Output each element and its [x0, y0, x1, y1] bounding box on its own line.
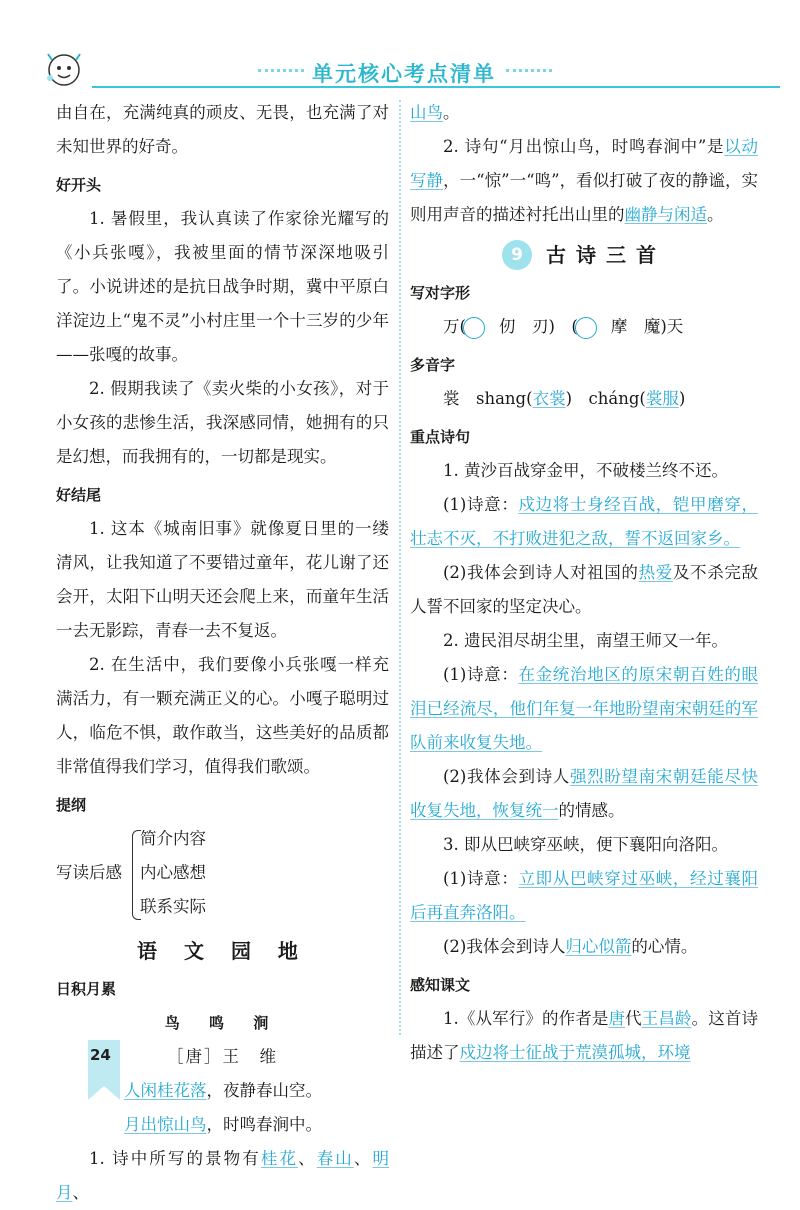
kn-answer-2: 王昌龄 — [641, 1009, 692, 1028]
poem-question-2 — [410, 130, 758, 232]
polyphone-line — [410, 382, 758, 416]
good-start-heading: 好开头 — [56, 176, 102, 194]
kn-mid2: 。这首诗描述了 — [410, 1009, 758, 1062]
good-end-p2: 2. 在生活中，我们要像小兵张嘎一样充满活力，有一颗充满正义的心。小嘎子聪明过人，临危不惧，敢作敢当，这些美好的品质都非常值得我们学习，值得我们歌颂。 — [56, 655, 389, 776]
good-start-p2: 2. 假期我读了《卖火柴的小女孩》，对于小女孩的悲惨生活，我深感同情，她拥有的只是幻想，而我拥有的，一切都是现实。 — [56, 379, 389, 466]
header-title: 单元核心考点清单 — [312, 62, 496, 86]
know-text-heading: 感知课文 — [410, 976, 471, 994]
write-line — [410, 310, 758, 344]
k2b-answer: 强烈盼望南宋朝廷能尽快收复失地，恢复统一 — [410, 767, 759, 820]
header-mascot-icon — [42, 48, 86, 92]
q1-answer-2: 春山 — [316, 1149, 354, 1168]
write-correct-2 — [578, 310, 628, 344]
write-char-1: 仞 — [498, 317, 516, 336]
k1a-pre: (1)诗意： — [443, 495, 519, 514]
write-char-4: 魔)天 — [627, 317, 684, 336]
page-number: 24 — [90, 1046, 111, 1064]
poly-p2: ) cháng( — [565, 389, 646, 408]
q2-answer-2: 幽静与闲适 — [624, 205, 707, 224]
continuation-answer: 山鸟 — [410, 103, 443, 122]
good-end-p1: 1. 这本《城南旧事》就像夏日里的一缕清风，让我知道了不要错过童年，花儿谢了还会开，太阳下山明天还会爬上来，而童年生活一去无影踪，青春一去不复返。 — [56, 519, 389, 640]
poem-line-2-rest: ，时鸣春涧中。 — [206, 1115, 322, 1134]
garden-title: 语 文 园 地 — [137, 939, 308, 963]
k2a-answer: 在金统治地区的原宋朝百姓的眼泪已经流尽，他们年复一年地盼望南宋朝廷的军队前来收复失地。 — [410, 665, 759, 752]
header-dots-left — [258, 69, 304, 72]
write-correct-1 — [466, 310, 516, 344]
poly-p1: shang( — [476, 389, 533, 408]
outline-item: 联系实际 — [140, 897, 206, 916]
poly-answer-2: 裳服 — [645, 389, 679, 408]
q1-answer-1: 桂花 — [260, 1149, 299, 1168]
key-line-3-feeling — [410, 930, 758, 964]
kn-answer-3: 戍边将士征战于荒漠孤城，环境 — [459, 1043, 691, 1062]
k3b-post: 的心情。 — [631, 937, 698, 956]
poly-p3: ) — [678, 389, 686, 408]
q2-end: 。 — [707, 205, 724, 224]
key-line-1-feeling — [410, 556, 758, 624]
daily-heading: 日积月累 — [56, 980, 117, 998]
poly-answer-1: 衣裳 — [532, 389, 566, 408]
q1-sep-1: 、 — [298, 1149, 317, 1168]
key-line-2: 2. 遗民泪尽胡尘里，南望王师又一年。 — [443, 631, 728, 650]
intro-paragraph: 由自在，充满纯真的顽皮、无畏，也充满了对未知世界的好奇。 — [56, 103, 389, 156]
poem-question-1 — [56, 1142, 389, 1210]
good-start-p1: 1. 暑假里，我认真读了作家徐光耀写的《小兵张嘎》，我被里面的情节深深地吸引了。小说讲述的是抗日战争时期，冀中平原白洋淀边上“鬼不灵”小村庄里一个十三岁的少年——张嘎的故事。 — [56, 209, 389, 364]
answer-circle-icon — [463, 317, 485, 339]
polyphone-heading: 多音字 — [410, 356, 456, 374]
k1b-post: 及不杀完敌人誓不回家的坚定决心。 — [410, 563, 759, 616]
k1a-answer: 戍边将士身经百战，铠甲磨穿，壮志不灭，不打败进犯之敌，誓不返回家乡。 — [410, 495, 759, 548]
key-lines-heading: 重点诗句 — [410, 428, 471, 446]
write-char-2: 刃) ( — [515, 317, 578, 336]
kn-mid: 代 — [625, 1009, 642, 1028]
right-column — [410, 96, 758, 1070]
continuation — [410, 96, 758, 130]
know-text-p1 — [410, 1002, 758, 1070]
k1b-answer: 热爱 — [638, 563, 673, 582]
q1-text: 1. 诗中所写的景物有 — [89, 1149, 261, 1168]
key-line-2-meaning — [410, 658, 758, 760]
write-heading: 写对字形 — [410, 284, 471, 302]
outline-heading: 提纲 — [56, 796, 87, 814]
outline-item: 内心感想 — [140, 863, 206, 882]
outline-diagram — [56, 822, 389, 926]
lesson-title: 古诗三首 — [546, 243, 666, 267]
q1-sep-2: 、 — [353, 1149, 373, 1168]
continuation-end: 。 — [443, 103, 460, 122]
header-dots-right — [506, 69, 552, 72]
poem-line-1-answer: 人闲桂花落 — [124, 1081, 207, 1100]
k3b-pre: (2)我体会到诗人 — [443, 937, 566, 956]
key-line-1-meaning — [410, 488, 758, 556]
q2-answer-1: 以动写静 — [410, 137, 759, 190]
outline-root: 写读后感 — [56, 863, 122, 882]
outline-item: 简介内容 — [140, 829, 206, 848]
poly-char: 裳 — [443, 389, 460, 408]
q1-answer-3: 明月 — [56, 1149, 390, 1202]
k3a-pre: (1)诗意： — [443, 869, 519, 888]
key-line-3: 3. 即从巴峡穿巫峡，便下襄阳向洛阳。 — [443, 835, 728, 854]
write-char-3: 摩 — [610, 317, 628, 336]
k2b-pre: (2)我体会到诗人 — [443, 767, 570, 786]
lesson-number-badge: 9 — [502, 240, 532, 270]
k2a-pre: (1)诗意： — [443, 665, 519, 684]
k3a-answer: 立即从巴峡穿过巫峡，经过襄阳后再直奔洛阳。 — [410, 869, 759, 922]
key-line-2-feeling — [410, 760, 758, 828]
poem-line-2-answer: 月出惊山鸟 — [124, 1115, 207, 1134]
poem-title: 鸟 鸣 涧 — [164, 1014, 281, 1032]
key-line-3-meaning — [410, 862, 758, 930]
q1-sep-3: 、 — [72, 1183, 89, 1202]
kn-pre: 1.《从军行》的作者是 — [443, 1009, 609, 1028]
q2-text-b: ，一“惊”一“鸣”，看似打破了夜的静谧，实则用声音的描述衬托出山里的 — [410, 171, 759, 224]
lesson-heading — [410, 238, 758, 272]
key-line-1: 1. 黄沙百战穿金甲，不破楼兰终不还。 — [443, 461, 728, 480]
column-divider — [399, 100, 401, 1035]
poem-line-1-rest: ，夜静春山空。 — [206, 1081, 322, 1100]
kn-answer-1: 唐 — [608, 1009, 626, 1028]
write-pre: 万( — [443, 317, 466, 336]
poem-line-2 — [56, 1108, 389, 1142]
good-end-heading: 好结尾 — [56, 486, 102, 504]
k2b-post: 的情感。 — [558, 801, 625, 820]
k1b-pre: (2)我体会到诗人对祖国的 — [443, 563, 639, 582]
q2-text-a: 2. 诗句“月出惊山鸟，时鸣春涧中”是 — [443, 137, 725, 156]
answer-circle-icon — [575, 317, 597, 339]
k3b-answer: 归心似箭 — [565, 937, 632, 956]
poem-author: ［唐］王 维 — [167, 1047, 278, 1066]
